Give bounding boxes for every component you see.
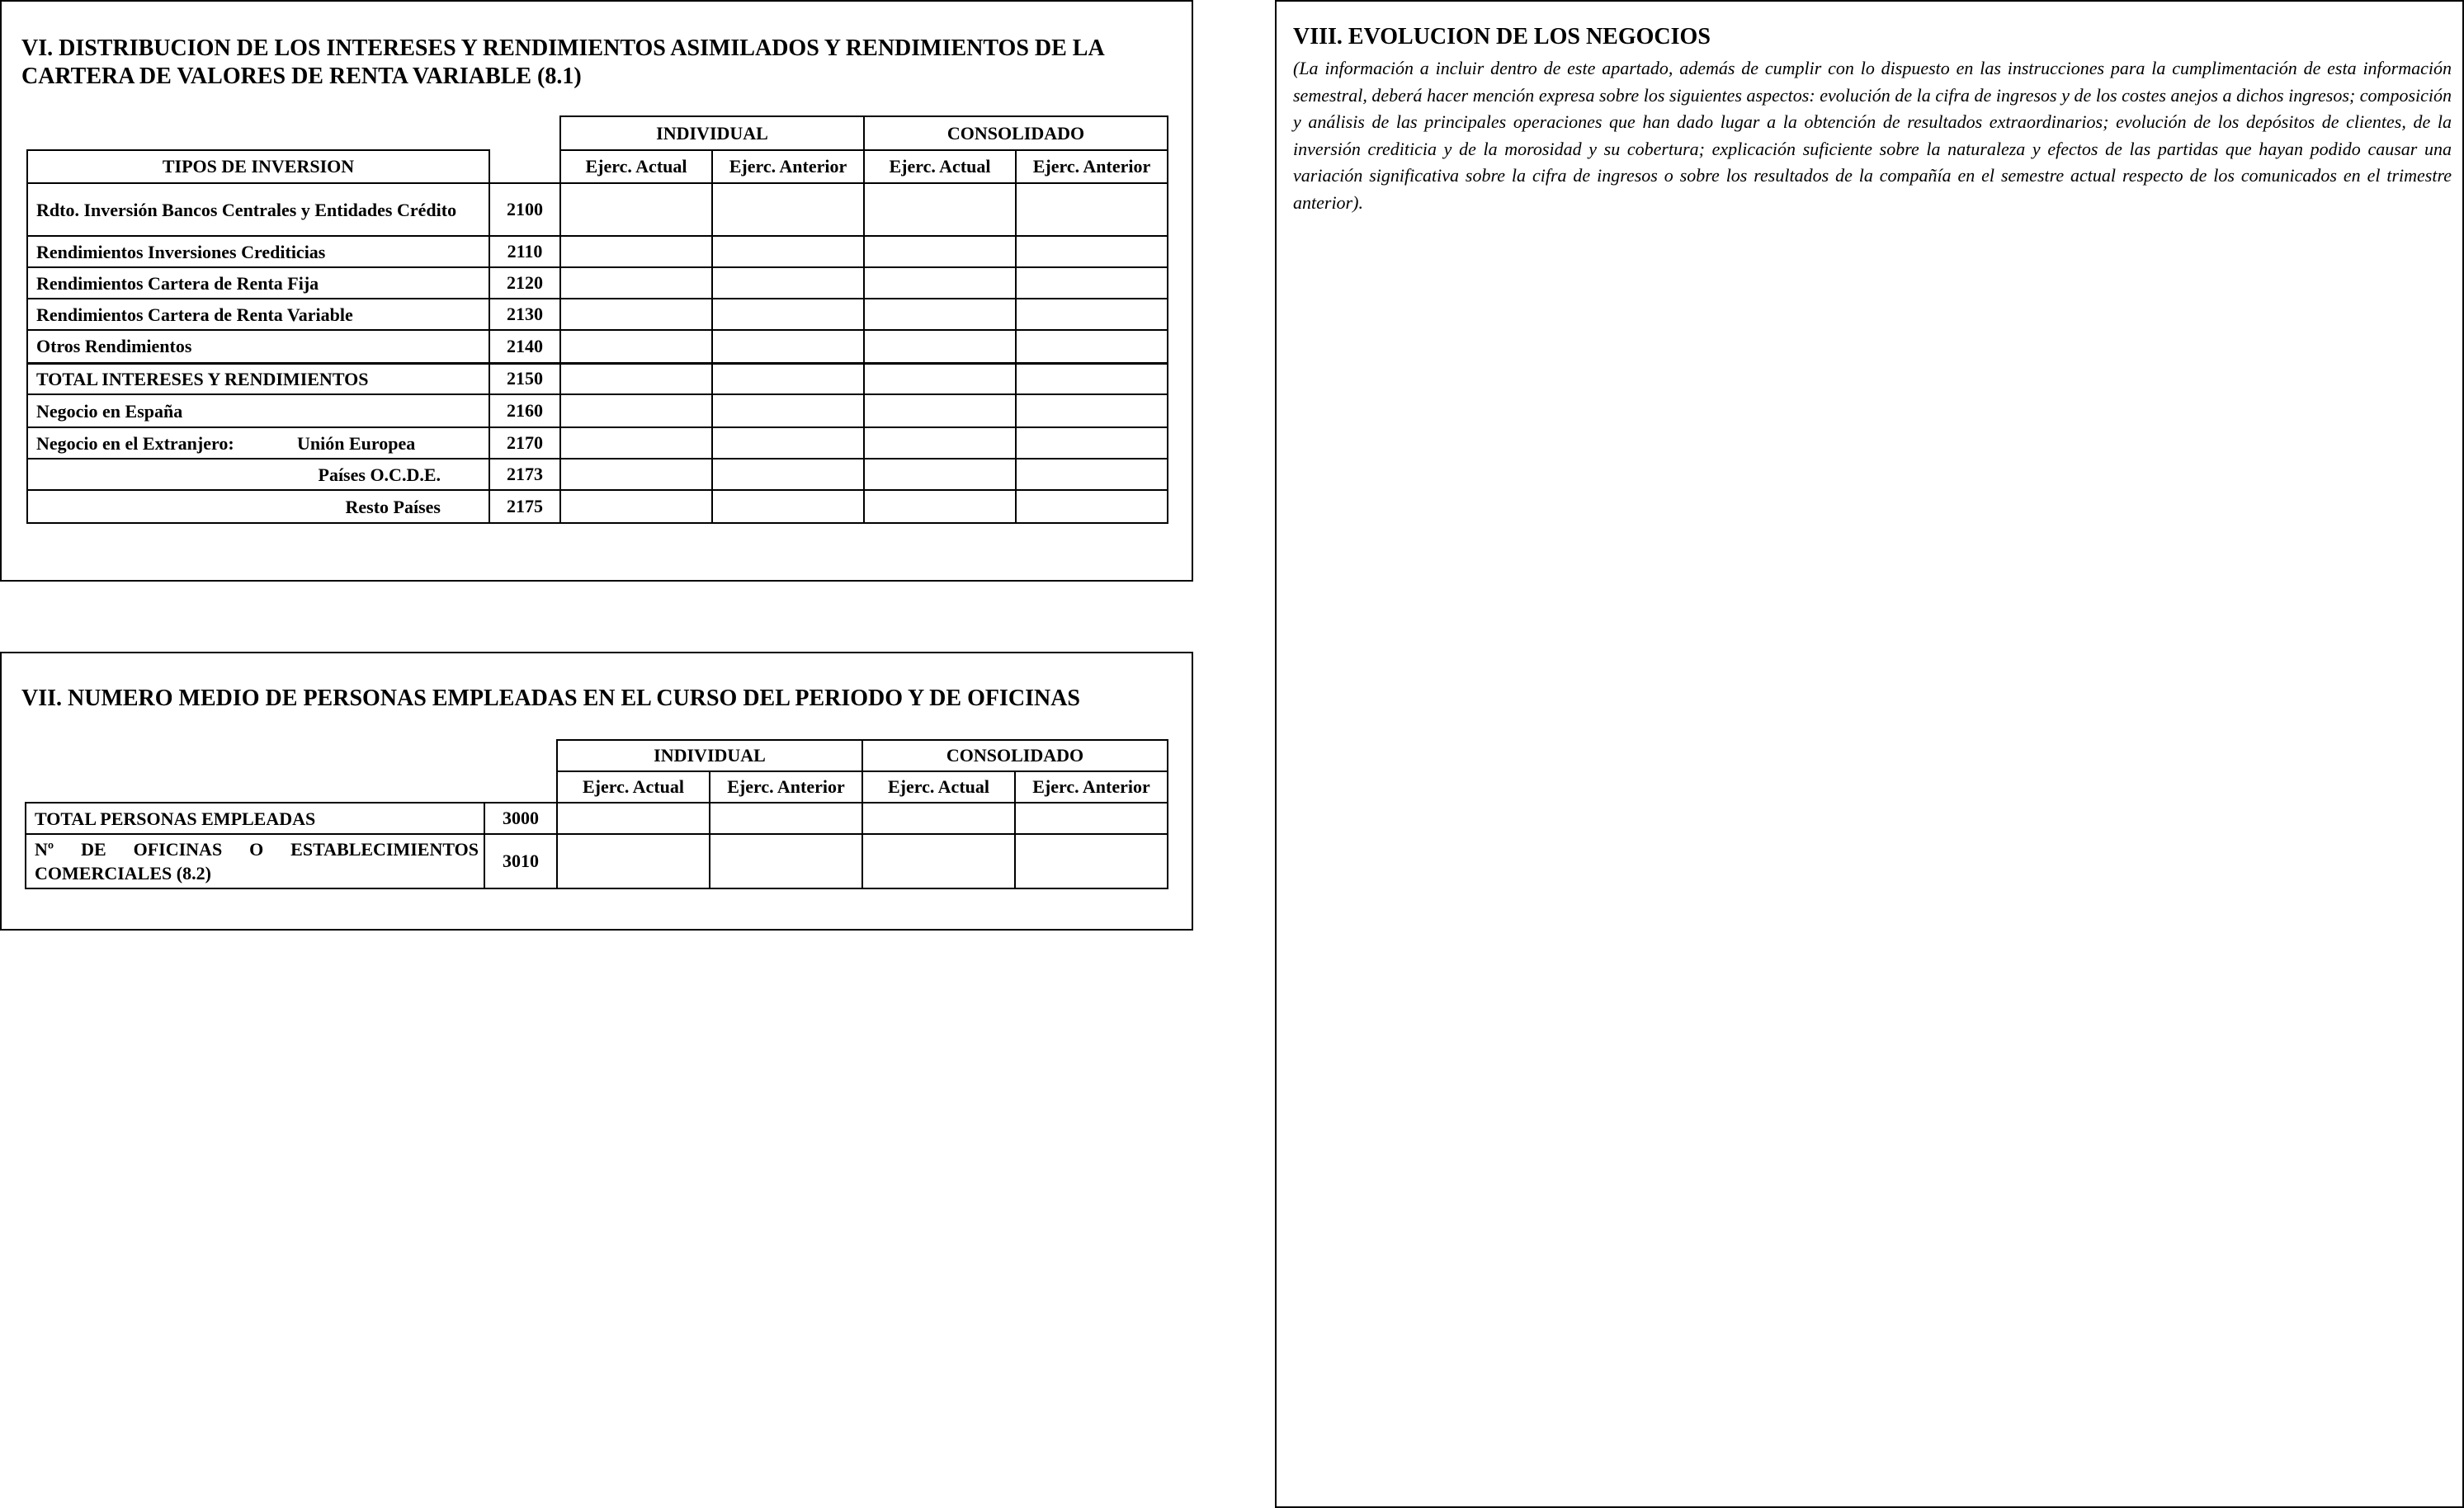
- section-vi-panel: [0, 0, 1193, 582]
- input-cell-3010-ind-actual[interactable]: [557, 834, 710, 888]
- row-label-2150: TOTAL INTERESES Y RENDIMIENTOS: [27, 363, 489, 394]
- input-cell-2120-con-actual[interactable]: [864, 267, 1016, 299]
- input-cell-2175-ind-actual[interactable]: [560, 490, 712, 523]
- input-cell-2150-con-actual[interactable]: [864, 363, 1016, 394]
- input-cell-2160-con-actual[interactable]: [864, 394, 1016, 427]
- input-cell-2120-ind-actual[interactable]: [560, 267, 712, 299]
- input-cell-3010-con-actual[interactable]: [862, 834, 1015, 888]
- row-label-2173: Países O.C.D.E.: [27, 459, 489, 490]
- input-cell-2175-ind-anterior[interactable]: [712, 490, 864, 523]
- section-vii-table: [25, 739, 1168, 889]
- row-code-2175: 2175: [489, 490, 560, 523]
- column-header-tipos-inversion: TIPOS DE INVERSION: [27, 150, 489, 183]
- input-cell-2150-con-anterior[interactable]: [1016, 363, 1168, 394]
- row-code-2150: 2150: [489, 363, 560, 394]
- section-viii-instructions: (La información a incluir dentro de este apartado, además de cumplir con lo dispuesto en las instrucciones para la cumplimentación de esta información semestral, deberá hacer mención expresa sobre los siguientes aspectos: evolución de la cifra de ingresos y de los costes anejos a dichos ingresos; composición y análisis de las principales operaciones que han dado lugar a la obtención de resultados extraordinarios; evolución de los depósitos de clientes, de la inversión crediticia y de la morosidad y su cobertura; explicación suficiente sobre la naturaleza y efectos de las partidas que hayan podido causar una variación significativa sobre la cifra de ingresos o sobre los resultados de la compañía en el semestre actual respecto de los comunicados en el trimestre anterior).: [1293, 58, 2452, 213]
- row-label-2120: Rendimientos Cartera de Renta Fija: [27, 267, 489, 299]
- group-header-consolidado: CONSOLIDADO: [862, 740, 1168, 771]
- row-label-extranjero: Negocio en el Extranjero:: [36, 432, 234, 454]
- row-label-2100: Rdto. Inversión Bancos Centrales y Entidades Crédito: [27, 183, 489, 236]
- row-label-3000: TOTAL PERSONAS EMPLEADAS: [26, 803, 484, 834]
- column-header-con-actual: Ejerc. Actual: [864, 150, 1016, 183]
- group-header-consolidado: CONSOLIDADO: [864, 116, 1168, 150]
- input-cell-2170-ind-actual[interactable]: [560, 427, 712, 459]
- input-cell-2110-ind-anterior[interactable]: [712, 236, 864, 267]
- input-cell-2160-ind-anterior[interactable]: [712, 394, 864, 427]
- input-cell-2140-ind-actual[interactable]: [560, 330, 712, 363]
- input-cell-2130-con-anterior[interactable]: [1016, 299, 1168, 330]
- row-code-2120: 2120: [489, 267, 560, 299]
- column-header-con-anterior: Ejerc. Anterior: [1015, 771, 1168, 803]
- input-cell-2100-con-anterior[interactable]: [1016, 183, 1168, 236]
- input-cell-2140-ind-anterior[interactable]: [712, 330, 864, 363]
- row-code-2100: 2100: [489, 183, 560, 236]
- input-cell-2130-con-actual[interactable]: [864, 299, 1016, 330]
- row-code-2110: 2110: [489, 236, 560, 267]
- input-cell-2130-ind-actual[interactable]: [560, 299, 712, 330]
- row-label-2160: Negocio en España: [27, 394, 489, 427]
- column-header-con-actual: Ejerc. Actual: [862, 771, 1015, 803]
- input-cell-2140-con-actual[interactable]: [864, 330, 1016, 363]
- input-cell-2175-con-actual[interactable]: [864, 490, 1016, 523]
- row-code-2170: 2170: [489, 427, 560, 459]
- input-cell-3000-con-anterior[interactable]: [1015, 803, 1168, 834]
- section-vi-table: [26, 115, 1168, 524]
- row-label-2110: Rendimientos Inversiones Crediticias: [27, 236, 489, 267]
- input-cell-2170-ind-anterior[interactable]: [712, 427, 864, 459]
- row-label-2140: Otros Rendimientos: [27, 330, 489, 363]
- input-cell-3000-ind-anterior[interactable]: [710, 803, 862, 834]
- input-cell-2160-con-anterior[interactable]: [1016, 394, 1168, 427]
- input-cell-2170-con-anterior[interactable]: [1016, 427, 1168, 459]
- column-header-con-anterior: Ejerc. Anterior: [1016, 150, 1168, 183]
- section-viii-text-area[interactable]: [1293, 224, 2446, 1490]
- row-code-2130: 2130: [489, 299, 560, 330]
- input-cell-2175-con-anterior[interactable]: [1016, 490, 1168, 523]
- input-cell-2100-con-actual[interactable]: [864, 183, 1016, 236]
- input-cell-3010-ind-anterior[interactable]: [710, 834, 862, 888]
- input-cell-2100-ind-anterior[interactable]: [712, 183, 864, 236]
- input-cell-3000-ind-actual[interactable]: [557, 803, 710, 834]
- section-vii-title: VII. NUMERO MEDIO DE PERSONAS EMPLEADAS EN EL CURSO DEL PERIODO Y DE OFICINAS: [21, 686, 1080, 711]
- input-cell-2173-con-anterior[interactable]: [1016, 459, 1168, 490]
- input-cell-2173-con-actual[interactable]: [864, 459, 1016, 490]
- group-header-individual: INDIVIDUAL: [557, 740, 862, 771]
- input-cell-2140-con-anterior[interactable]: [1016, 330, 1168, 363]
- column-header-ind-actual: Ejerc. Actual: [560, 150, 712, 183]
- section-viii-panel: [1275, 0, 2464, 1508]
- input-cell-2130-ind-anterior[interactable]: [712, 299, 864, 330]
- row-label-3010: Nº DE OFICINAS O ESTABLECIMIENTOS COMERCIALES (8.2): [26, 834, 484, 888]
- input-cell-2150-ind-actual[interactable]: [560, 363, 712, 394]
- input-cell-3000-con-actual[interactable]: [862, 803, 1015, 834]
- input-cell-2170-con-actual[interactable]: [864, 427, 1016, 459]
- input-cell-2120-con-anterior[interactable]: [1016, 267, 1168, 299]
- input-cell-2100-ind-actual[interactable]: [560, 183, 712, 236]
- input-cell-2173-ind-anterior[interactable]: [712, 459, 864, 490]
- row-code-2140: 2140: [489, 330, 560, 363]
- section-vi-title: VI. DISTRIBUCION DE LOS INTERESES Y RENDIMIENTOS ASIMILADOS Y RENDIMIENTOS DE LA CARTERA DE VALORES DE RENTA VARIABLE (8.1): [21, 35, 1104, 89]
- row-code-2160: 2160: [489, 394, 560, 427]
- row-label-2130: Rendimientos Cartera de Renta Variable: [27, 299, 489, 330]
- row-label-2175: Resto Países: [27, 490, 489, 523]
- column-header-ind-anterior: Ejerc. Anterior: [712, 150, 864, 183]
- input-cell-2110-con-actual[interactable]: [864, 236, 1016, 267]
- row-label-2170: [27, 427, 489, 459]
- input-cell-2160-ind-actual[interactable]: [560, 394, 712, 427]
- input-cell-2120-ind-anterior[interactable]: [712, 267, 864, 299]
- column-header-ind-anterior: Ejerc. Anterior: [710, 771, 862, 803]
- input-cell-2110-con-anterior[interactable]: [1016, 236, 1168, 267]
- row-sublabel-union-europea: Unión Europea: [297, 432, 416, 454]
- input-cell-2110-ind-actual[interactable]: [560, 236, 712, 267]
- row-code-3010: 3010: [484, 834, 557, 888]
- section-vii-panel: [0, 652, 1193, 931]
- column-header-ind-actual: Ejerc. Actual: [557, 771, 710, 803]
- row-code-2173: 2173: [489, 459, 560, 490]
- section-viii-title: VIII. EVOLUCION DE LOS NEGOCIOS: [1293, 24, 1711, 49]
- input-cell-2150-ind-anterior[interactable]: [712, 363, 864, 394]
- row-code-3000: 3000: [484, 803, 557, 834]
- input-cell-3010-con-anterior[interactable]: [1015, 834, 1168, 888]
- group-header-individual: INDIVIDUAL: [560, 116, 864, 150]
- input-cell-2173-ind-actual[interactable]: [560, 459, 712, 490]
